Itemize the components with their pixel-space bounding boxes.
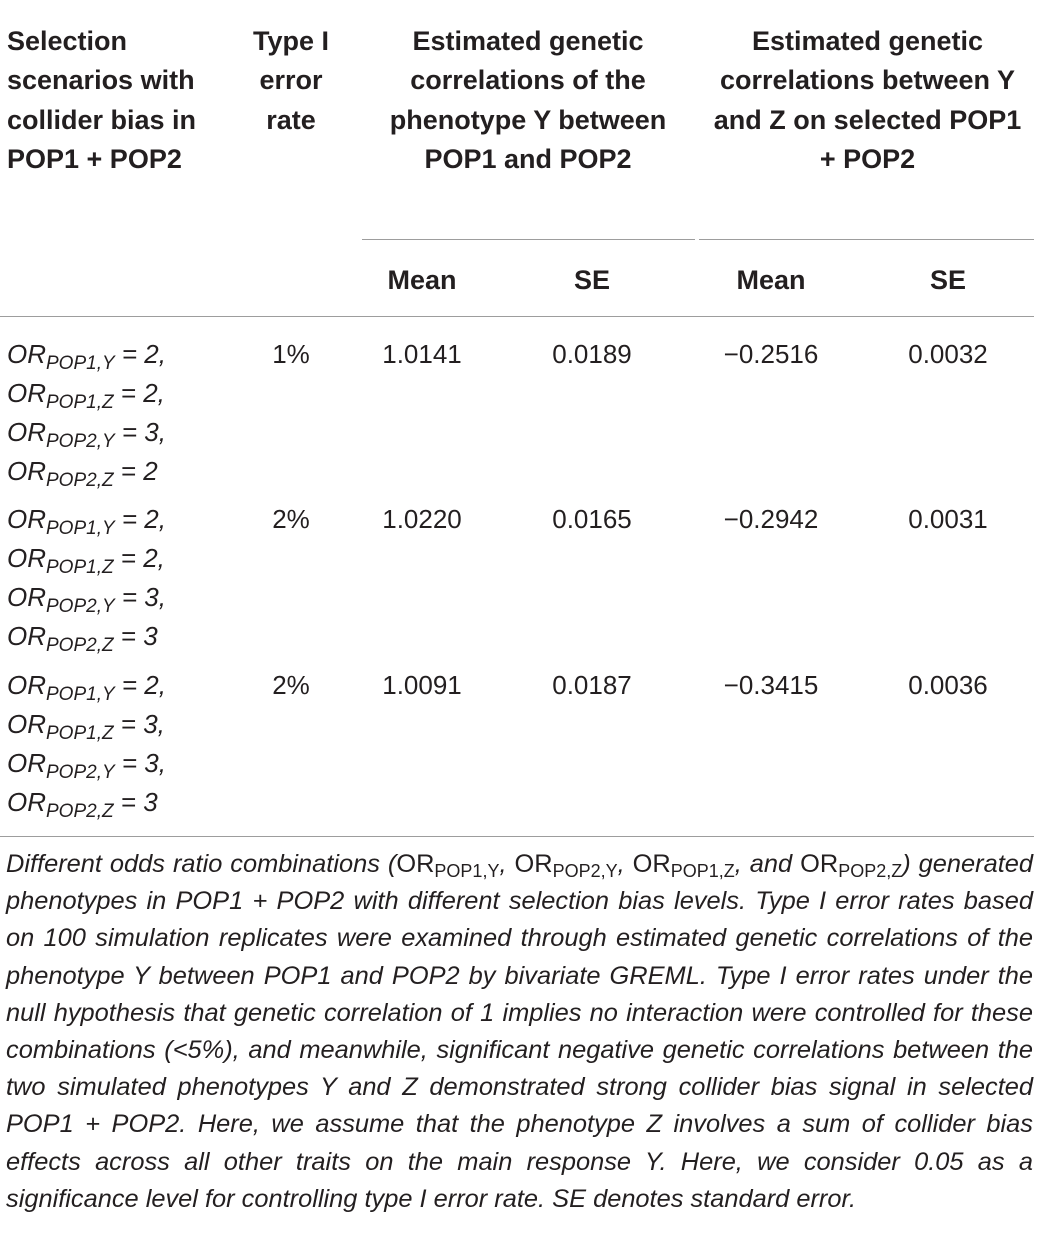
- scenario-line: $OR_{POP2,Z} = 3$: [7, 787, 158, 822]
- y-se-cell: 0.0165: [552, 504, 632, 534]
- y-mean-cell: 1.0141: [382, 339, 462, 369]
- table-bottom-rule: [0, 836, 1034, 837]
- scenario-line: $OR_{POP1,Y} = 2$,: [7, 504, 166, 539]
- header-group-yz: Estimated genetic correlations between Y and Z on selected POP1 + POP2: [713, 26, 1022, 174]
- header-y-mean: Mean: [387, 265, 457, 295]
- group-y-underline: [362, 239, 695, 240]
- scenario-line: $OR_{POP2,Y} = 3$,: [7, 582, 166, 617]
- footnote-or-term: $OR_{POP1,Y}$,: [396, 850, 515, 881]
- scenario-cell: [7, 666, 166, 822]
- scenario-cell: [7, 335, 166, 491]
- yz-se-cell: 0.0036: [908, 670, 988, 700]
- scenario-line: $OR_{POP1,Y} = 2$,: [7, 670, 166, 705]
- header-type1-error-rate: Type I error rate: [252, 26, 330, 135]
- footnote-or-term: $OR_{POP2,Y}$,: [514, 850, 633, 881]
- scenario-line: $OR_{POP2,Z} = 2$: [7, 456, 158, 491]
- scenario-line: $OR_{POP2,Y} = 3$,: [7, 748, 166, 783]
- scenario-cell: [7, 500, 166, 656]
- yz-se-cell: 0.0031: [908, 504, 988, 534]
- footnote-body: generated phenotypes in POP1 + POP2 with different selection bias levels. Type I error rates based on 100 simulation replicates were examined through estimated genetic correlations of the phenotype Y between POP1 and POP2 by bivariate GREML. Type I error rates under the null hypothesis that genetic correlation of 1 implies no interaction were controlled for these combinations (<5%), and meanwhile, significant negative genetic correlations between the two simulated phenotypes Y and Z demonstrated strong collider bias signal in selected POP1 + POP2. Here, we assume that the phenotype Z involves a sum of collider bias effects across all other traits on the main response Y. Here, we consider 0.05 as a significance level for controlling type I error rate. SE denotes standard error.: [6, 850, 1034, 1213]
- yz-mean-cell: −0.2516: [723, 339, 819, 369]
- scenario-line: $OR_{POP2,Z} = 3$: [7, 621, 158, 656]
- scenario-line: $OR_{POP1,Z} = 3$,: [7, 709, 165, 744]
- header-y-se: SE: [573, 265, 611, 295]
- footnote-or-term: $OR_{POP2,Z}$): [800, 850, 911, 881]
- header-yz-se: SE: [929, 265, 967, 295]
- header-yz-mean: Mean: [736, 265, 806, 295]
- scenario-line: $OR_{POP1,Z} = 2$,: [7, 378, 165, 413]
- header-group-y: Estimated genetic correlations of the phenotype Y between POP1 and POP2: [389, 26, 667, 174]
- type1-error-rate-cell: 2%: [272, 504, 310, 534]
- scenario-line: $OR_{POP1,Z} = 2$,: [7, 543, 165, 578]
- type1-error-rate-cell: 1%: [272, 339, 310, 369]
- y-mean-cell: 1.0091: [382, 670, 462, 700]
- header-bottom-rule: [0, 316, 1034, 317]
- yz-mean-cell: −0.2942: [723, 504, 819, 534]
- y-mean-cell: 1.0220: [382, 504, 462, 534]
- group-yz-underline: [699, 239, 1034, 240]
- header-scenario: Selection scenarios with collider bias in POP1 + POP2: [7, 26, 197, 174]
- footnote-or-term: $OR_{POP1,Z}$, and: [632, 850, 801, 881]
- yz-mean-cell: −0.3415: [723, 670, 819, 700]
- table-footnote: [6, 846, 1033, 1218]
- y-se-cell: 0.0189: [552, 339, 632, 369]
- type1-error-rate-cell: 2%: [272, 670, 310, 700]
- yz-se-cell: 0.0032: [908, 339, 988, 369]
- scenario-line: $OR_{POP2,Y} = 3$,: [7, 417, 166, 452]
- footnote-intro: Different odds ratio combinations (: [6, 850, 397, 878]
- scenario-line: $OR_{POP1,Y} = 2$,: [7, 339, 166, 374]
- y-se-cell: 0.0187: [552, 670, 632, 700]
